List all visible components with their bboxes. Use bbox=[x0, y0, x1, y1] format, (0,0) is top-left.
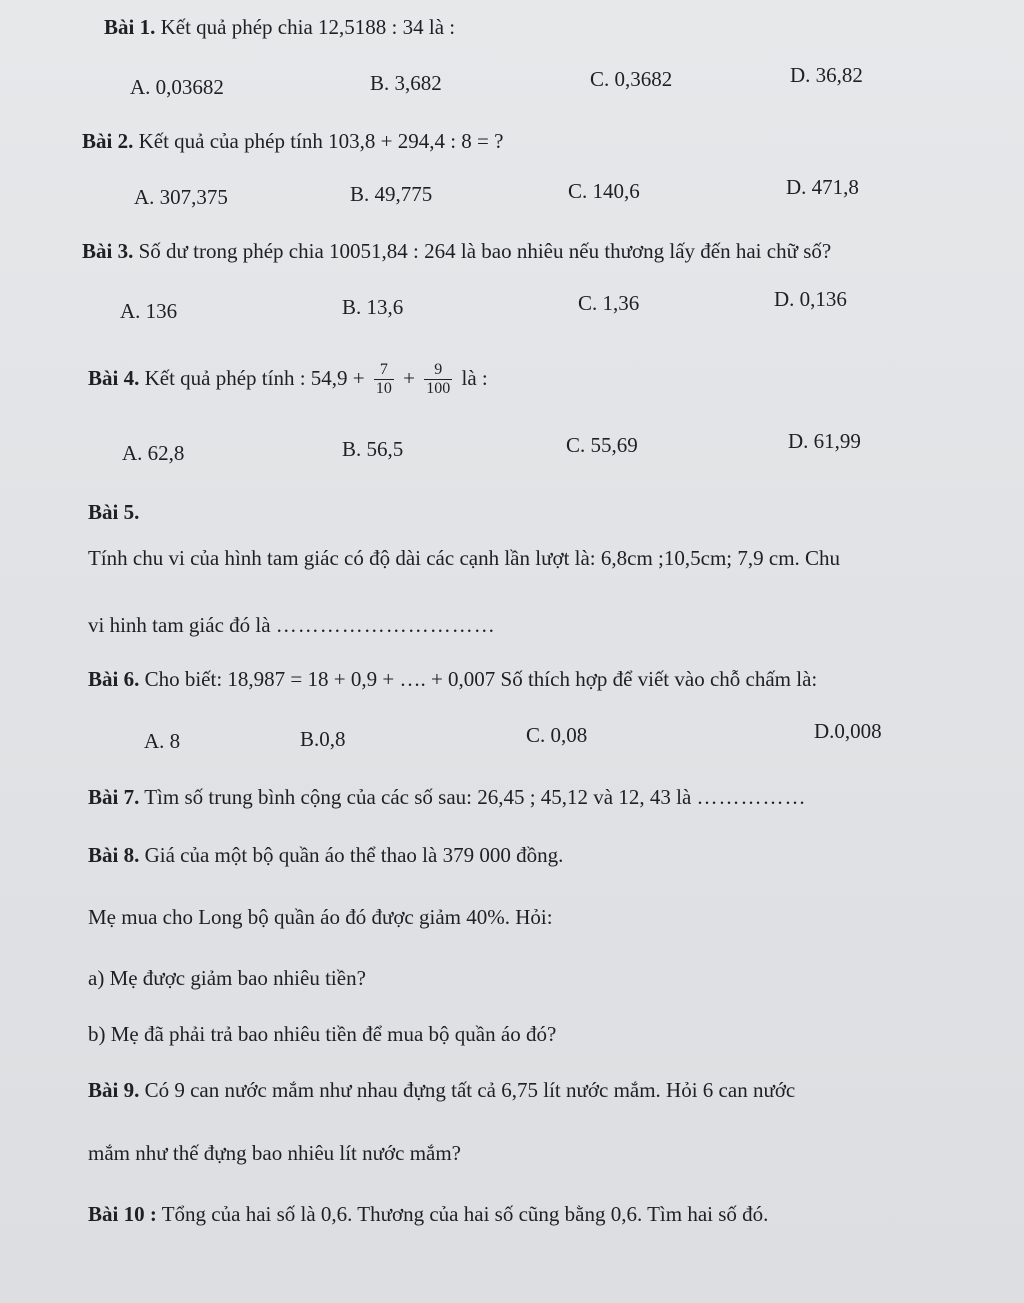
problem-7-answer-blank: …………… bbox=[696, 785, 807, 809]
problem-4-option-a: A. 62,8 bbox=[122, 441, 185, 465]
problem-2-option-d: D. 471,8 bbox=[786, 175, 859, 199]
fraction-7-10 bbox=[374, 361, 394, 398]
problem-3-option-a: A. 136 bbox=[120, 299, 178, 323]
problem-8-question-a: a) Mẹ được giảm bao nhiêu tiền? bbox=[88, 966, 366, 990]
problem-8-question-b: b) Mẹ đã phải trả bao nhiêu tiền để mua bộ quần áo đó? bbox=[88, 1022, 557, 1046]
fraction-1-denominator: 10 bbox=[375, 379, 392, 397]
fraction-1-numerator: 7 bbox=[374, 361, 394, 380]
problem-2-option-a: A. 307,375 bbox=[134, 185, 228, 209]
problem-6-option-c: C. 0,08 bbox=[526, 723, 588, 747]
problem-10-label: Bài 10 : bbox=[88, 1202, 157, 1226]
problem-10-text: Tổng của hai số là 0,6. Thương của hai số cũng bằng 0,6. Tìm hai số đó. bbox=[161, 1202, 769, 1226]
problem-6-option-b: B.0,8 bbox=[300, 727, 346, 751]
problem-9-line-2: mắm như thế đựng bao nhiêu lít nước mắm? bbox=[88, 1141, 462, 1165]
problem-6-option-a: A. 8 bbox=[144, 729, 181, 753]
problem-4-text-after: là : bbox=[461, 366, 488, 390]
problem-4 bbox=[88, 358, 488, 399]
problem-5-line-2 bbox=[88, 612, 496, 638]
problem-7-text: Tìm số trung bình cộng của các số sau: 26,45 ; 45,12 và 12, 43 là bbox=[144, 785, 692, 809]
problem-4-plus: + bbox=[403, 366, 415, 390]
problem-4-text-before: Kết quả phép tính : 54,9 + bbox=[144, 366, 365, 390]
problem-7-label: Bài 7. bbox=[88, 785, 140, 809]
problem-1-text: Kết quả phép chia 12,5188 : 34 là : bbox=[160, 15, 456, 39]
problem-9-line-1: Có 9 can nước mắm như nhau đựng tất cả 6,75 lít nước mắm. Hỏi 6 can nước bbox=[144, 1078, 796, 1102]
fraction-9-100 bbox=[424, 361, 452, 398]
problem-1-option-b: B. 3,682 bbox=[370, 71, 442, 95]
problem-4-option-c: C. 55,69 bbox=[566, 433, 638, 457]
problem-2-option-b: B. 49,775 bbox=[350, 182, 433, 206]
problem-5-line-1: Tính chu vi của hình tam giác có độ dài các cạnh lần lượt là: 6,8cm ;10,5cm; 7,9 cm. Chu bbox=[88, 546, 841, 570]
problem-1-option-a: A. 0,03682 bbox=[130, 75, 224, 99]
problem-2-text: Kết quả của phép tính 103,8 + 294,4 : 8 = ? bbox=[138, 129, 504, 153]
problem-5-line-2-text: vi hinh tam giác đó là bbox=[88, 613, 271, 637]
problem-6 bbox=[88, 666, 817, 692]
problem-8-label: Bài 8. bbox=[88, 843, 140, 867]
problem-3-label: Bài 3. bbox=[82, 239, 134, 263]
problem-1-option-c: C. 0,3682 bbox=[590, 67, 673, 91]
problem-6-text: Cho biết: 18,987 = 18 + 0,9 + …. + 0,007 Số thích hợp để viết vào chỗ chấm là: bbox=[144, 667, 818, 691]
problem-6-option-d: D.0,008 bbox=[814, 719, 882, 743]
problem-5-label: Bài 5. bbox=[88, 500, 140, 524]
problem-3-text: Số dư trong phép chia 10051,84 : 264 là bao nhiêu nếu thương lấy đến hai chữ số? bbox=[138, 239, 832, 263]
problem-3 bbox=[82, 238, 831, 264]
problem-2-label: Bài 2. bbox=[82, 129, 134, 153]
problem-10 bbox=[88, 1201, 768, 1227]
problem-8 bbox=[88, 842, 563, 868]
problem-3-option-b: B. 13,6 bbox=[342, 295, 404, 319]
problem-4-option-b: B. 56,5 bbox=[342, 437, 404, 461]
problem-3-option-d: D. 0,136 bbox=[774, 287, 847, 311]
problem-8-line-2: Mẹ mua cho Long bộ quần áo đó được giảm 40%. Hỏi: bbox=[88, 905, 553, 929]
problem-8-text: Giá của một bộ quần áo thể thao là 379 000 đồng. bbox=[144, 843, 564, 867]
problem-9-label: Bài 9. bbox=[88, 1078, 140, 1102]
problem-3-option-c: C. 1,36 bbox=[578, 291, 640, 315]
problem-1 bbox=[104, 14, 455, 40]
problem-5-answer-blank: ………………………… bbox=[275, 613, 496, 637]
fraction-2-denominator: 100 bbox=[426, 379, 451, 397]
problem-2-option-c: C. 140,6 bbox=[568, 179, 640, 203]
problem-1-option-d: D. 36,82 bbox=[790, 63, 863, 87]
problem-4-label: Bài 4. bbox=[88, 366, 140, 390]
fraction-2-numerator: 9 bbox=[424, 361, 452, 380]
problem-2 bbox=[82, 128, 503, 154]
problem-6-label: Bài 6. bbox=[88, 667, 140, 691]
problem-1-label: Bài 1. bbox=[104, 15, 156, 39]
problem-9 bbox=[88, 1077, 795, 1103]
problem-4-option-d: D. 61,99 bbox=[788, 429, 861, 453]
problem-7 bbox=[88, 784, 807, 810]
